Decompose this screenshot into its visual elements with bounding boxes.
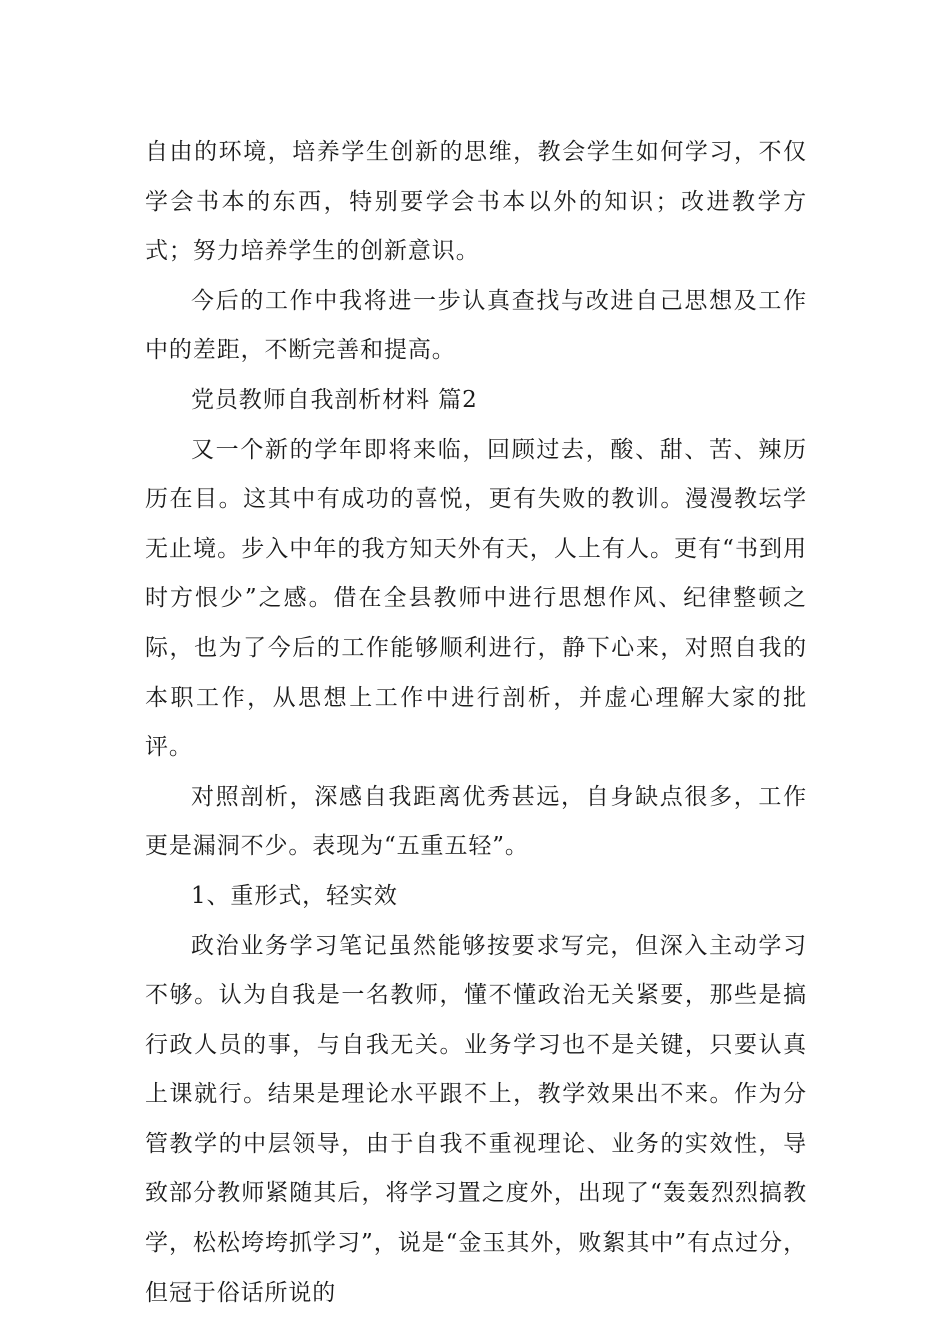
paragraph-3: 又一个新的学年即将来临，回顾过去，酸、甜、苦、辣历历在目。这其中有成功的喜悦，更有失败的教训。漫漫教坛学无止境。步入中年的我方知天外有天，人上有人。更有“书到用时方恨少”之感。借在全县教师中进行思想作风、纪律整顿之际，也为了今后的工作能够顺利进行，静下心来，对照自我的本职工作，从思想上工作中进行剖析，并虚心理解大家的批评。 xyxy=(145,436,807,761)
paragraph-2: 今后的工作中我将进一步认真查找与改进自己思想及工作中的差距，不断完善和提高。 xyxy=(145,287,807,364)
document-body xyxy=(145,128,807,1318)
subheading-1: 1、重形式，轻实效 xyxy=(191,882,398,909)
paragraph-4: 对照剖析，深感自我距离优秀甚远，自身缺点很多，工作更是漏洞不少。表现为“五重五轻”。 xyxy=(145,783,807,860)
paragraph-5: 政治业务学习笔记虽然能够按要求写完，但深入主动学习不够。认为自我是一名教师，懂不懂政治无关紧要，那些是搞行政人员的事，与自我无关。业务学习也不是关键，只要认真上课就行。结果是理论水平跟不上，教学效果出不来。作为分管教学的中层领导，由于自我不重视理论、业务的实效性，导致部分教师紧随其后，将学习置之度外，出现了“轰轰烈烈搞教学，松松垮垮抓学习”，说是“金玉其外，败絮其中”有点过分，但冠于俗话所说的 xyxy=(145,932,807,1306)
paragraph-1: 自由的环境，培养学生创新的思维，教会学生如何学习，不仅学会书本的东西，特别要学会书本以外的知识；改进教学方式；努力培养学生的创新意识。 xyxy=(145,139,807,265)
section-heading: 党员教师自我剖析材料 篇2 xyxy=(191,386,478,413)
